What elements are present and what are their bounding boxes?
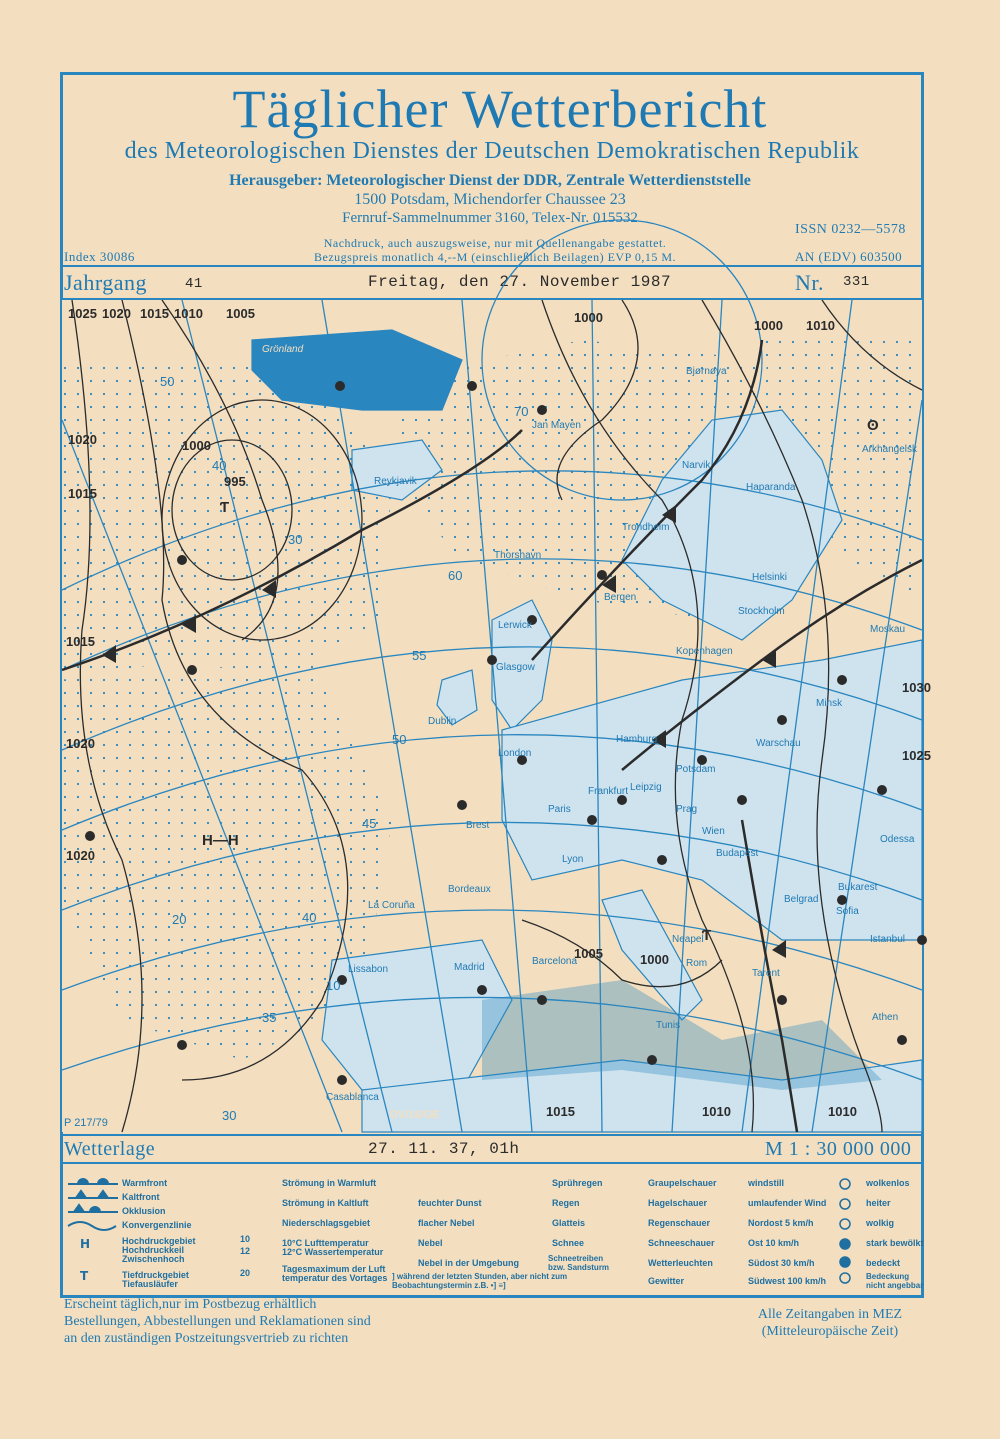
price-note: Bezugspreis monatlich 4,--M (einschließlich Beilagen) EVP 0,15 M. bbox=[314, 250, 676, 264]
legend-okklusion: Okklusion bbox=[122, 1206, 166, 1216]
legend-suedwest: Südwest 100 km/h bbox=[748, 1276, 827, 1286]
svg-text:Odessa: Odessa bbox=[880, 834, 915, 845]
svg-text:1010: 1010 bbox=[828, 1104, 857, 1119]
svg-text:1020: 1020 bbox=[66, 848, 95, 863]
legend-bedeckung: Bedeckung bbox=[866, 1272, 910, 1281]
legend-tiefauslaeufer: Tiefausläufer bbox=[122, 1279, 178, 1289]
svg-text:Rom: Rom bbox=[686, 958, 708, 969]
svg-text:50: 50 bbox=[160, 374, 175, 389]
footer-line2: Bestellungen, Abbestellungen und Reklamationen sind bbox=[64, 1314, 371, 1329]
legend-tagesmaximum: Tagesmaximum der Luft bbox=[282, 1264, 386, 1274]
svg-text:Prag: Prag bbox=[676, 804, 698, 815]
svg-text:Casablanca: Casablanca bbox=[326, 1092, 379, 1103]
svg-text:1020: 1020 bbox=[68, 432, 97, 447]
svg-text:1015: 1015 bbox=[546, 1104, 575, 1119]
legend-graupelschauer: Graupelschauer bbox=[648, 1178, 717, 1188]
svg-text:Leipzig: Leipzig bbox=[630, 782, 662, 793]
phone-line: Fernruf-Sammelnummer 3160, Telex-Nr. 015532 bbox=[342, 210, 638, 226]
svg-text:Stockholm: Stockholm bbox=[738, 606, 785, 617]
cloud-fair-icon bbox=[840, 1199, 850, 1209]
legend-wassertemperatur: 12°C Wassertemperatur bbox=[282, 1247, 384, 1257]
svg-text:1010: 1010 bbox=[174, 306, 203, 321]
cloud-partly-icon bbox=[840, 1219, 850, 1229]
svg-text:Lissabon: Lissabon bbox=[348, 964, 389, 975]
legend-hagelschauer: Hagelschauer bbox=[648, 1198, 708, 1208]
svg-text:Wien: Wien bbox=[702, 826, 725, 837]
address-line: 1500 Potsdam, Michendorfer Chaussee 23 bbox=[354, 191, 626, 208]
svg-text:ʘ: ʘ bbox=[867, 417, 879, 434]
svg-text:Grönland: Grönland bbox=[262, 344, 304, 355]
legend-stroemung-kaltluft: Strömung in Kaltluft bbox=[282, 1198, 369, 1208]
legend-zwischenhoch: Zwischenhoch bbox=[122, 1254, 185, 1264]
reprint-note: Nachdruck, auch auszugsweise, nur mit Quellenangabe gestattet. bbox=[323, 236, 667, 250]
legend-schneetreiben: Schneetreiben bbox=[548, 1254, 604, 1263]
svg-text:1025: 1025 bbox=[902, 748, 931, 763]
header-rule bbox=[62, 265, 922, 267]
legend-regen: Regen bbox=[552, 1198, 580, 1208]
svg-text:Tarent: Tarent bbox=[752, 968, 780, 979]
svg-text:35: 35 bbox=[262, 1010, 277, 1025]
issue-date: Freitag, den 27. November 1987 bbox=[368, 273, 672, 291]
publisher-line: Herausgeber: Meteorologischer Dienst der DDR, Zentrale Wetterdienststelle bbox=[229, 172, 751, 189]
high-symbol-icon: H bbox=[80, 1237, 91, 1251]
svg-text:Dublin: Dublin bbox=[428, 716, 457, 727]
cloud-clear-icon bbox=[840, 1179, 850, 1189]
svg-text:1000: 1000 bbox=[574, 310, 603, 325]
svg-text:40: 40 bbox=[212, 458, 227, 473]
svg-text:1030: 1030 bbox=[902, 680, 931, 695]
svg-text:1005: 1005 bbox=[226, 306, 255, 321]
legend-tiefdruckgebiet: Tiefdruckgebiet bbox=[122, 1270, 189, 1280]
wetterlage-label: Wetterlage bbox=[64, 1138, 156, 1160]
legend-beobachtungstermin: Beobachtungstermin z.B. •] ≡] bbox=[392, 1281, 506, 1290]
footer-line3: an den zuständigen Postzeitungsvertrieb zu richten bbox=[64, 1331, 349, 1346]
page-subtitle: des Meteorologischen Dienstes der Deutschen Demokratischen Republik bbox=[124, 138, 860, 164]
legend-konvergenzlinie: Konvergenzlinie bbox=[122, 1220, 192, 1230]
svg-text:60: 60 bbox=[448, 568, 463, 583]
svg-text:Jan Mayen: Jan Mayen bbox=[532, 420, 581, 431]
svg-text:Arkhangelsk: Arkhangelsk bbox=[862, 444, 918, 455]
svg-text:Reykjavik: Reykjavik bbox=[374, 476, 417, 487]
svg-text:Paris: Paris bbox=[548, 804, 571, 815]
corner-code: P 217/79 bbox=[64, 1117, 108, 1129]
svg-text:1000: 1000 bbox=[754, 318, 783, 333]
legend-num-wassertemp: 12 bbox=[240, 1246, 251, 1256]
svg-text:30: 30 bbox=[222, 1108, 237, 1123]
svg-text:Belgrad: Belgrad bbox=[784, 894, 819, 905]
legend-glatteis: Glatteis bbox=[552, 1218, 586, 1228]
legend-schneeschauer: Schneeschauer bbox=[648, 1238, 715, 1248]
jahrgang-label: Jahrgang bbox=[64, 270, 148, 295]
svg-text:H—H: H—H bbox=[202, 832, 239, 849]
map-code: DV/16/GE bbox=[390, 1109, 440, 1121]
legend-stark-bewoelkt: stark bewölkt bbox=[866, 1238, 924, 1248]
cloud-mostly-icon bbox=[840, 1239, 850, 1249]
svg-text:1005: 1005 bbox=[574, 946, 603, 961]
map-scale: M 1 : 30 000 000 bbox=[765, 1138, 912, 1160]
legend-warmfront: Warmfront bbox=[122, 1178, 168, 1188]
legend-heiter: heiter bbox=[866, 1198, 891, 1208]
svg-text:70: 70 bbox=[514, 404, 529, 419]
legend-suedost: Südost 30 km/h bbox=[748, 1258, 815, 1268]
legend-ost: Ost 10 km/h bbox=[748, 1238, 800, 1248]
svg-text:Istanbul: Istanbul bbox=[870, 934, 906, 945]
footer-line1: Erscheint täglich,nur im Postbezug erhältlich bbox=[64, 1297, 317, 1312]
svg-text:1015: 1015 bbox=[140, 306, 169, 321]
svg-text:Trondheim: Trondheim bbox=[622, 522, 670, 533]
svg-text:Warschau: Warschau bbox=[756, 738, 801, 749]
svg-text:Haparanda: Haparanda bbox=[746, 482, 796, 493]
legend-sandsturm: bzw. Sandsturm bbox=[548, 1263, 610, 1272]
legend-schnee: Schnee bbox=[552, 1238, 585, 1248]
legend-tagesmaximum-2: temperatur des Vortages bbox=[282, 1273, 388, 1283]
svg-text:Bjørnøya: Bjørnøya bbox=[686, 366, 727, 377]
legend-spruehregen: Sprühregen bbox=[552, 1178, 603, 1188]
svg-text:Helsinki: Helsinki bbox=[752, 572, 788, 583]
svg-text:1015: 1015 bbox=[68, 486, 97, 501]
svg-text:Barcelona: Barcelona bbox=[532, 956, 578, 967]
svg-text:1010: 1010 bbox=[806, 318, 835, 333]
legend-bedeckt: bedeckt bbox=[866, 1258, 901, 1268]
svg-text:40: 40 bbox=[302, 910, 317, 925]
nr-value: 331 bbox=[843, 274, 870, 290]
svg-text:50: 50 bbox=[392, 732, 407, 747]
legend-nordost: Nordost 5 km/h bbox=[748, 1218, 814, 1228]
isobar-label: 1025 bbox=[68, 306, 97, 321]
svg-text:Hamburg: Hamburg bbox=[616, 734, 658, 745]
legend-front-symbols bbox=[66, 1176, 120, 1286]
an-edv: AN (EDV) 603500 bbox=[795, 249, 903, 264]
legend-hochdruckgebiet: Hochdruckgebiet bbox=[122, 1236, 196, 1246]
cloud-unknown-icon bbox=[840, 1273, 850, 1283]
svg-text:Brest: Brest bbox=[466, 820, 490, 831]
svg-text:Neapel: Neapel bbox=[672, 934, 704, 945]
svg-text:1010: 1010 bbox=[702, 1104, 731, 1119]
legend-num-tagesmax: 20 bbox=[240, 1268, 251, 1278]
jahrgang-value: 41 bbox=[185, 276, 203, 292]
legend-lufttemperatur: 10°C Lufttemperatur bbox=[282, 1238, 369, 1248]
legend-umlaufender-wind: umlaufender Wind bbox=[748, 1198, 827, 1208]
svg-text:La Coruña: La Coruña bbox=[368, 900, 415, 911]
svg-text:Glasgow: Glasgow bbox=[496, 662, 535, 673]
svg-text:Athen: Athen bbox=[872, 1012, 899, 1023]
svg-text:Ƭ: Ƭ bbox=[220, 499, 230, 516]
svg-text:Ƭ: Ƭ bbox=[702, 927, 712, 944]
svg-text:20: 20 bbox=[172, 912, 187, 927]
cloud-overcast-icon bbox=[840, 1257, 850, 1267]
legend-feuchter-dunst: feuchter Dunst bbox=[418, 1198, 482, 1208]
svg-text:1000: 1000 bbox=[640, 952, 669, 967]
timezone-note: Alle Zeitangaben in MEZ bbox=[757, 1307, 903, 1322]
timezone-note-2: (Mitteleuropäische Zeit) bbox=[761, 1324, 899, 1339]
svg-text:10: 10 bbox=[326, 978, 341, 993]
issn: ISSN 0232—5578 bbox=[795, 222, 906, 237]
legend-wolkenlos: wolkenlos bbox=[866, 1178, 910, 1188]
legend-windstill: windstill bbox=[748, 1178, 784, 1188]
svg-text:Sofia: Sofia bbox=[836, 906, 859, 917]
svg-text:Bergen: Bergen bbox=[604, 592, 637, 603]
legend-gewitter: Gewitter bbox=[648, 1276, 685, 1286]
legend-hochdruckkeil: Hochdruckkeil bbox=[122, 1245, 185, 1255]
svg-text:Lerwick: Lerwick bbox=[498, 620, 532, 631]
svg-text:Thorshavn: Thorshavn bbox=[494, 550, 542, 561]
svg-text:Budapest: Budapest bbox=[716, 848, 759, 859]
svg-text:London: London bbox=[498, 748, 532, 759]
map-bottom-rule bbox=[62, 1134, 922, 1136]
svg-text:Moskau: Moskau bbox=[870, 624, 906, 635]
legend-nebel-umgebung: Nebel in der Umgebung bbox=[418, 1258, 520, 1268]
svg-text:Bukarest: Bukarest bbox=[838, 882, 878, 893]
legend-nebel: Nebel bbox=[418, 1238, 443, 1248]
legend-letzte-stunden: ] während der letzten Stunden, aber nicht zum bbox=[392, 1272, 568, 1281]
svg-text:Minsk: Minsk bbox=[816, 698, 843, 709]
legend-num-lufttemp: 10 bbox=[240, 1234, 251, 1244]
svg-text:1020: 1020 bbox=[66, 736, 95, 751]
svg-text:995: 995 bbox=[224, 474, 246, 489]
weather-map bbox=[62, 300, 931, 1132]
svg-text:Tunis: Tunis bbox=[656, 1020, 681, 1031]
svg-text:1015: 1015 bbox=[66, 634, 95, 649]
page-title: Täglicher Wetterbericht bbox=[232, 79, 768, 139]
svg-text:Madrid: Madrid bbox=[454, 962, 485, 973]
legend-wolkig: wolkig bbox=[866, 1218, 895, 1228]
legend-flacher-nebel: flacher Nebel bbox=[418, 1218, 475, 1228]
legend-regenschauer: Regenschauer bbox=[648, 1218, 711, 1228]
svg-text:Potsdam: Potsdam bbox=[676, 764, 716, 775]
svg-text:Narvik: Narvik bbox=[682, 460, 711, 471]
svg-text:Frankfurt: Frankfurt bbox=[588, 786, 629, 797]
svg-text:55: 55 bbox=[412, 648, 427, 663]
svg-text:Bordeaux: Bordeaux bbox=[448, 884, 491, 895]
legend-wetterleuchten: Wetterleuchten bbox=[648, 1258, 713, 1268]
analysis-time: 27. 11. 37, 01h bbox=[368, 1140, 520, 1158]
svg-text:45: 45 bbox=[362, 816, 377, 831]
legend-cloud-symbols bbox=[826, 1176, 864, 1286]
svg-text:Lyon: Lyon bbox=[562, 854, 584, 865]
low-symbol-icon: T bbox=[80, 1269, 89, 1283]
legend-nicht-angebbar: nicht angebbar bbox=[866, 1281, 924, 1290]
legend-stroemung-warmluft: Strömung in Warmluft bbox=[282, 1178, 377, 1188]
svg-text:30: 30 bbox=[288, 532, 303, 547]
legend-kaltfront: Kaltfront bbox=[122, 1192, 160, 1202]
index-number: Index 30086 bbox=[64, 249, 135, 264]
svg-text:Kopenhagen: Kopenhagen bbox=[676, 646, 733, 657]
legend-niederschlagsgebiet: Niederschlagsgebiet bbox=[282, 1218, 371, 1228]
nr-label: Nr. bbox=[795, 270, 824, 295]
svg-text:1000: 1000 bbox=[182, 438, 211, 453]
legend-top-rule bbox=[62, 1162, 922, 1164]
svg-text:1020: 1020 bbox=[102, 306, 131, 321]
